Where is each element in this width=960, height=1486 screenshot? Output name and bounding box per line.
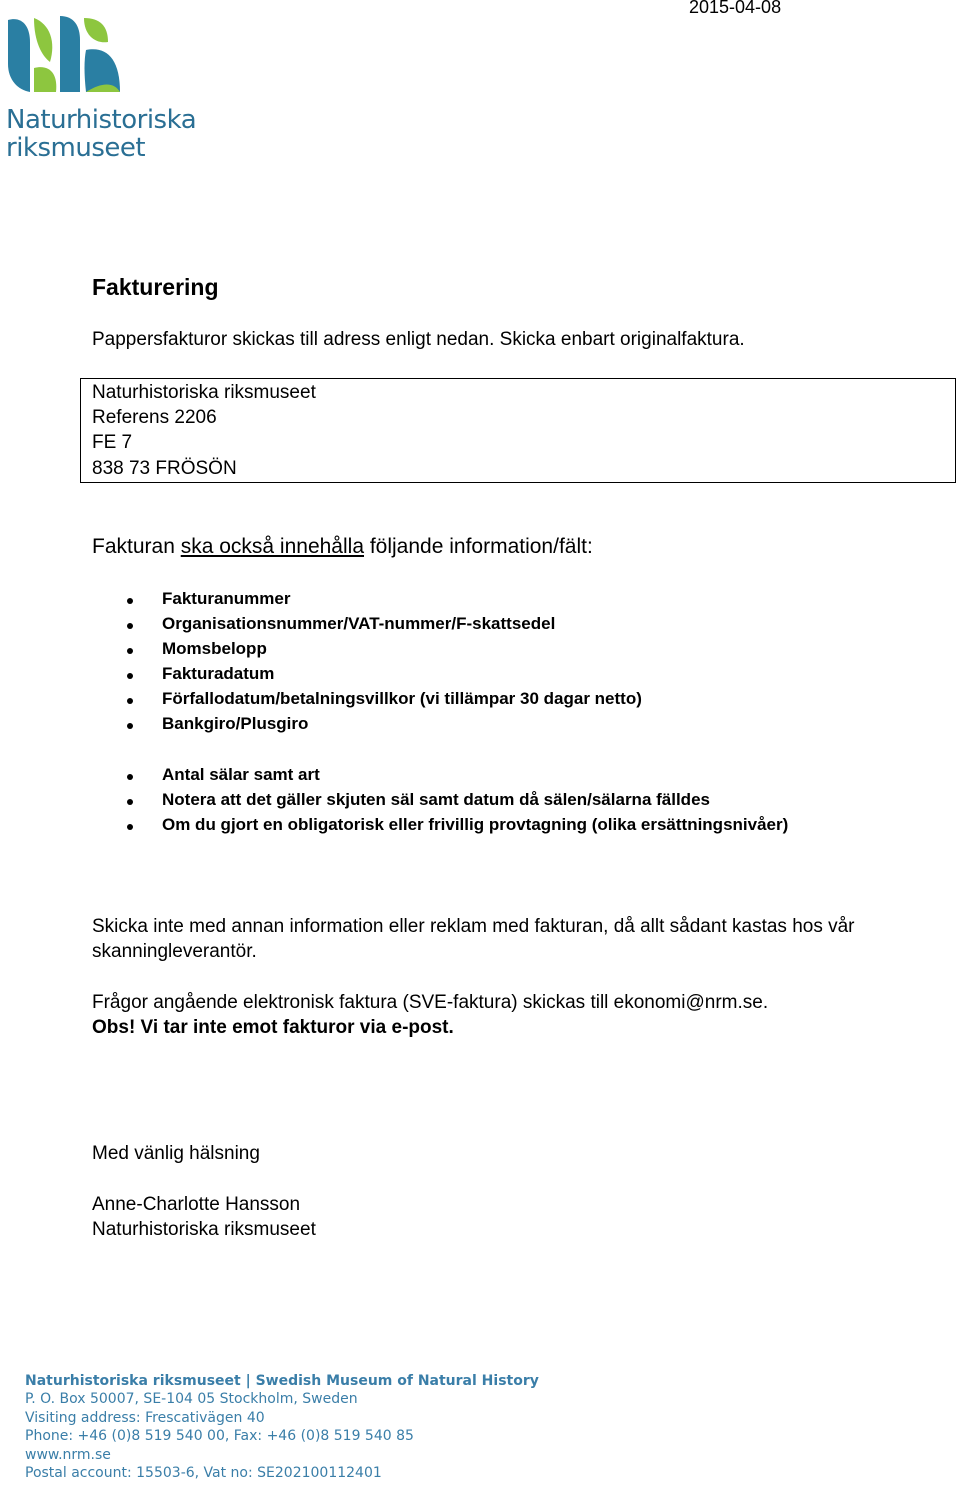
footer-box: P. O. Box 50007, SE-104 05 Stockholm, Sweden xyxy=(25,1391,358,1408)
footer-contact xyxy=(25,1372,539,1482)
bullet-icon xyxy=(127,623,133,629)
list-item: Organisationsnummer/VAT-nummer/F-skattsedel xyxy=(162,614,556,633)
list-item: Antal sälar samt art xyxy=(162,765,320,784)
footer-postal: Postal account: 15503-6, Vat no: SE202100112401 xyxy=(25,1465,382,1482)
bullet-icon xyxy=(127,648,133,654)
page-title: Fakturering xyxy=(92,274,219,300)
signatory-name: Anne-Charlotte Hansson xyxy=(92,1194,301,1215)
address-line-4: 838 73 FRÖSÖN xyxy=(92,458,237,479)
requirements-heading-underlined: ska också innehålla xyxy=(180,535,364,558)
bullet-icon xyxy=(127,698,133,704)
footer-visiting: Visiting address: Frescativägen 40 xyxy=(25,1409,265,1426)
requirements-heading xyxy=(92,535,593,559)
footer-title: Naturhistoriska riksmuseet | Swedish Museum of Natural History xyxy=(25,1373,539,1389)
bullet-icon xyxy=(127,723,133,729)
bullet-icon xyxy=(127,673,133,679)
bullet-icon xyxy=(127,799,133,805)
address-line-1: Naturhistoriska riksmuseet xyxy=(92,382,316,403)
list-item: Fakturadatum xyxy=(162,664,275,683)
address-line-3: FE 7 xyxy=(92,432,133,453)
notice-line-1: Skicka inte med annan information eller reklam med fakturan, då allt sådant kastas hos vår xyxy=(92,916,855,937)
address-line-2: Referens 2206 xyxy=(92,407,217,428)
einvoice-warning: Obs! Vi tar inte emot fakturor via e-post. xyxy=(92,1017,454,1038)
signatory-org: Naturhistoriska riksmuseet xyxy=(92,1219,316,1240)
bullet-icon xyxy=(127,598,133,604)
einvoice-line: Frågor angående elektronisk faktura (SVE-faktura) skickas till ekonomi@nrm.se. xyxy=(92,992,769,1013)
notice-line-2: skanningleverantör. xyxy=(92,941,257,962)
list-item: Bankgiro/Plusgiro xyxy=(162,714,309,733)
requirements-heading-pre: Fakturan xyxy=(92,535,181,558)
bullet-icon xyxy=(127,824,133,830)
footer-phone: Phone: +46 (0)8 519 540 00, Fax: +46 (0)8 519 540 85 xyxy=(25,1428,414,1445)
list-item: Om du gjort en obligatorisk eller frivillig provtagning (olika ersättningsnivåer) xyxy=(162,815,789,834)
list-item: Fakturanummer xyxy=(162,589,291,608)
list-item: Notera att det gäller skjuten säl samt datum då sälen/sälarna fälldes xyxy=(162,790,710,809)
logo-wordmark xyxy=(6,106,196,162)
footer-web: www.nrm.se xyxy=(25,1446,111,1463)
logo-line-1: Naturhistoriska xyxy=(6,105,197,135)
logo-line-2: riksmuseet xyxy=(6,133,146,163)
requirements-heading-post: följande information/fält: xyxy=(364,535,593,558)
bullet-icon xyxy=(127,774,133,780)
list-item: Momsbelopp xyxy=(162,639,267,658)
list-item: Förfallodatum/betalningsvillkor (vi tillämpar 30 dagar netto) xyxy=(162,689,642,708)
intro-text: Pappersfakturor skickas till adress enligt nedan. Skicka enbart originalfaktura. xyxy=(92,329,745,350)
document-date: 2015-04-08 xyxy=(689,0,782,17)
closing-greeting: Med vänlig hälsning xyxy=(92,1143,260,1164)
